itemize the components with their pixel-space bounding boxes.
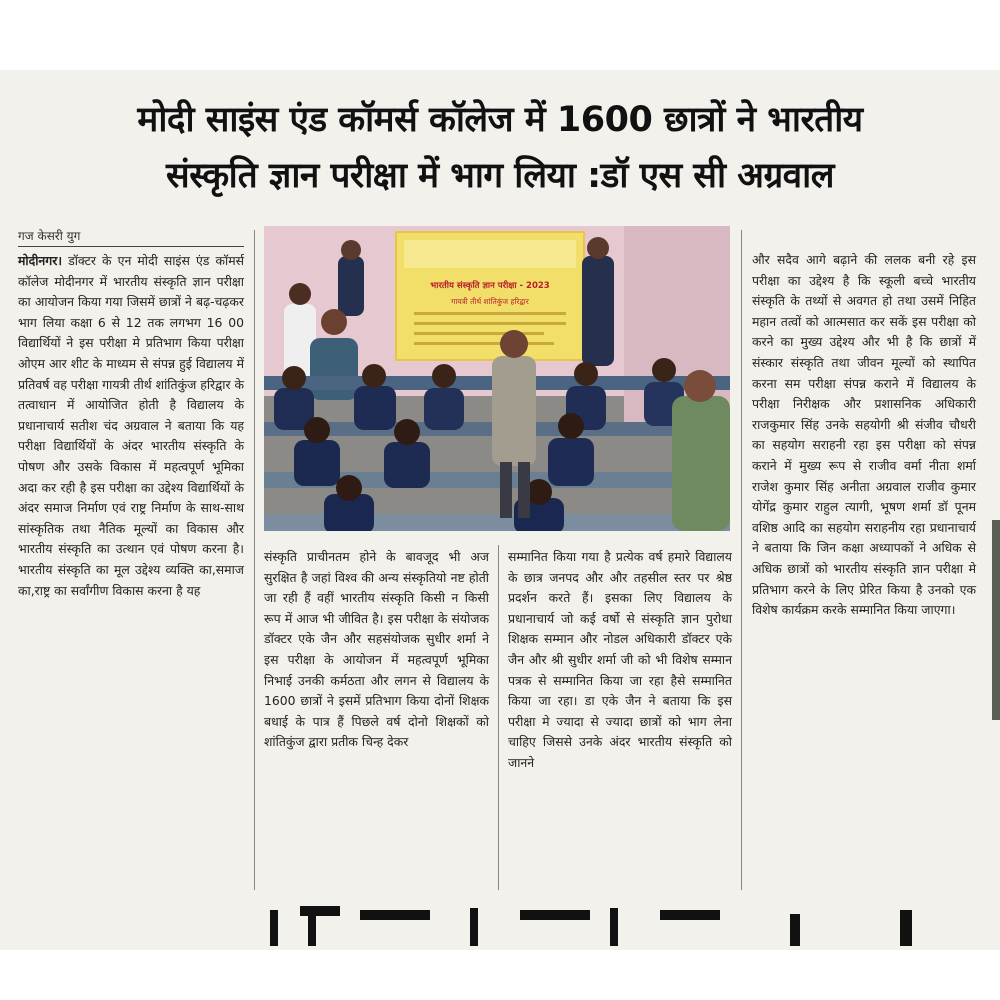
article-column-2 [264,547,489,753]
article-column-4 [752,250,976,621]
column-3-text: सम्मानित किया गया है प्रत्येक वर्ष हमारे विद्यालय के छात्र जनपद और और तहसील स्तर पर श्रेष्ठ प्रदर्शन करते हैं। इसका लिए विद्यालय के प्रधानाचार्य जो कई वर्षो से संस्कृति ज्ञान पुरोधा शिक्षक सम्मान और नोडल अधिकारी डॉक्टर एके जैन और श्री सुधीर शर्मा जी को भी विशेष सम्मान पत्रक से सम्मानित किया जा रहा हैसे सम्मानित किया जा रहा। डा एके जैन ने बताया कि इस परीक्षा मे ज्यादा से ज्यादा छात्रों को भाग लेना चाहिए जिससे उनके अंदर भारतीय संस्कृति को जानने [508,549,732,770]
next-headline-fragment [0,900,1000,950]
cropped-next-headline [0,900,1000,950]
source-credit: गज केसरी युग [18,227,244,247]
headline-line-1: मोदी साइंस एंड कॉमर्स कॉलेज में 1600 छात्रों ने भारतीय [137,100,863,140]
column-2-text: संस्कृति प्राचीनतम होने के बावजूद भी अज सुरक्षित है जहां विश्व की अन्य संस्कृतियो नष्ट होती जा रही हैं वहीं भारतीय संस्कृति किसी न किसी रूप में आज भी जीवित है। इस परीक्षा के संयोजक डॉक्टर एके जैन और सहसंयोजक सुधीर शर्मा ने इस परीक्षा के आयोजन में महत्वपूर्ण भूमिका निभाई उनकी कर्मठता और लगन से विद्यालय के 1600 छात्रों ने इसमें प्रतिभाग किया दोनों शिक्षक बधाई के पात्र हैं पिछले वर्ष दोनो शिक्षकों को शांतिकुंज द्वारा प्रतीक चिन्ह देकर [264,549,489,750]
article-photo [264,226,730,531]
column-divider [498,545,499,890]
column-4-text: और सदैव आगे बढ़ाने की ललक बनी रहे इस परीक्षा का उद्देश्य है कि स्कूली बच्चे भारतीय संस्कृति के तथ्यों से अवगत हो तथा उसमें निहित महान तत्वों को आत्मसात कर सकें इस परीक्षा को करने का मुख्य उद्देश्य और भी है कि छात्रों में संस्कार संस्कृति तथा जीवन मूल्यों को स्थापित करना सम परीक्षा संपन्न कराने में विद्यालय के परीक्षा निरीक्षक और प्रशासनिक अधिकारी राजकुमार सिंह उनके सहयोगी श्री संजीव चौधरी का सहयोग सराहनी रहा इस परीक्षा को संपन्न कराने में मुख्य रूप से राजीव वर्मा नीता शर्मा राजेश कुमार सिंह अनीता अग्रवाल राजीव कुमार योगेंद्र कुमार राहुल त्यागी, भूषण शर्मा डॉ पूनम वशिष्ठ आदि का सहयोग सराहनीय रहा प्रधानाचार्य ने बताया कि जिन कक्षा अध्यापकों ने अधिक से अधिक छात्रों को भारतीय संस्कृति ज्ञान परीक्षा मे प्रतिभाग करने के लिए प्रेरित किया है उनको एक विशेष कार्यक्रम करके सम्मानित किया जाएगा। [752,252,976,618]
article-column-3 [508,547,732,774]
banner-subtitle: गायत्री तीर्थ शांतिकुंज हरिद्वार [451,297,529,306]
banner-title: भारतीय संस्कृति ज्ञान परीक्षा - 2023 [430,281,550,291]
column-divider [254,230,255,890]
headline-line-2: संस्कृति ज्ञान परीक्षा में भाग लिया :डॉ एस सी अग्रवाल [166,156,834,196]
article-column-1 [18,251,244,601]
headline [0,92,1000,204]
classroom-exam-photo [264,226,730,531]
dateline: मोदीनगर। [18,253,63,268]
column-divider [741,230,742,890]
column-1-text: डॉक्टर के एन मोदी साइंस एंड कॉमर्स कॉलेज मोदीनगर में भारतीय संस्कृति ज्ञान परीक्षा का आयोजन किया गया जिसमें छात्रों ने बढ़-चढ़कर भाग लिया कक्षा 6 से 12 तक लगभग 16 00 विद्यार्थियों ने इस परीक्षा मे प्रतिभाग किया परीक्षा ओएम आर शीट के माध्यम से संपन्न हुई विद्यालय में प्रतिवर्ष वह परीक्षा गायत्री तीर्थ शांतिकुंज हरिद्वार के तत्वाधान में आयोजित होती है विद्यालय के प्रधानाचार्य सतीश चंद अग्रवाल ने बताया कि यह परीक्षा विद्यार्थियों के अंदर भारतीय संस्कृति के पोषण और उसके विकास में महत्वपूर्ण भूमिका अदा कर रही है इस परीक्षा का उद्देश्य विद्यार्थियों के अंदर समाज निर्माण एवं राष्ट्र निर्माण के साथ-साथ सांस्कृतिक तथा नैतिक मूल्यों का विकास और भारतीय संस्कृति का उत्थान एवं पोषण करना है। भारतीय संस्कृति का मूल उद्देश्य व्यक्ति का,समाज का,राष्ट्र का सर्वांगीण विकास करना है यह [18,253,244,598]
adjacent-photo-edge [992,520,1000,720]
adjacent-page-edge [986,70,1000,950]
